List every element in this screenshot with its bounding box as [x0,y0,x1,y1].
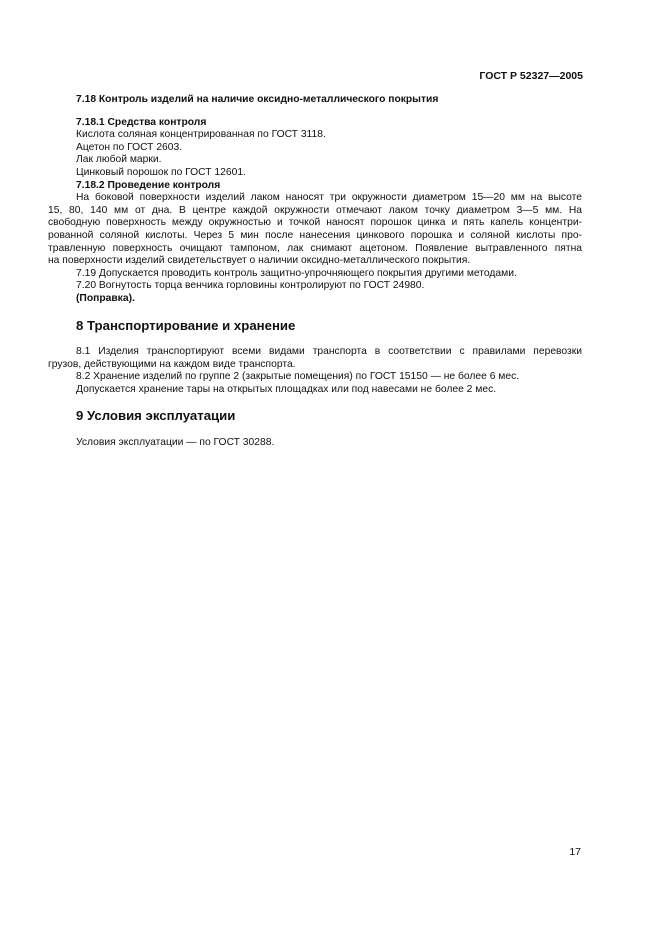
list-item: Лак любой марки. [76,154,162,166]
list-item: Цинковый порошок по ГОСТ 12601. [76,166,246,178]
page-content [48,94,582,450]
paragraph-line: Условия эксплуатации — по ГОСТ 30288. [76,437,275,449]
section-7-18-heading: 7.18 Контроль изделий на наличие оксидно-металлического покрытия [76,94,439,105]
paragraph-line: свободную поверхность между окружностью и точкой наносят порошок цинка и пять капель концентри- [48,217,582,229]
list-item: Кислота соляная концентрированная по ГОСТ 3118. [76,129,326,141]
paragraph-line: травленную поверхность очищают тампоном, лак снимают ацетоном. Появление вытравленного пятна [48,242,582,254]
clause-8-2: 8.2 Хранение изделий по группе 2 (закрытые помещения) по ГОСТ 15150 — не более 6 мес. [76,371,520,383]
paragraph-line: грузов, действующими на каждом виде транспорта. [48,358,296,370]
document-code: ГОСТ Р 52327—2005 [479,70,583,82]
section-8-heading: 8 Транспортирование и хранение [76,317,296,333]
subsection-7-18-1-heading: 7.18.1 Средства контроля [76,116,207,128]
subsection-7-18-2-heading: 7.18.2 Проведение контроля [76,179,221,191]
page-number: 17 [569,846,581,858]
paragraph-line: рованной соляной кислоты. Через 5 мин после нанесения цинкового порошка и соляной кислоты про- [48,229,582,241]
paragraph-line: 8.1 Изделия транспортируют всеми видами транспорта в соответствии с правилами перевозки [76,346,582,358]
paragraph-line: На боковой поверхности изделий лаком наносят три окружности диаметром 15—20 мм на высоте [76,192,582,204]
clause-7-20: 7.20 Вогнутость торца венчика горловины контролируют по ГОСТ 24980. [76,280,425,292]
paragraph-line: Допускается хранение тары на открытых площадках или под навесами не более 2 мес. [76,383,497,395]
paragraph-line: на поверхности изделий свидетельствует о наличии оксидно-металлического покрытия. [48,255,471,267]
amendment-note: (Поправка). [76,292,135,304]
list-item: Ацетон по ГОСТ 2603. [76,141,183,153]
section-9-heading: 9 Условия эксплуатации [76,408,236,424]
clause-7-19: 7.19 Допускается проводить контроль защитно-упрочняющего покрытия другими методами. [76,267,517,279]
paragraph-line: 15, 80, 140 мм от дна. В центре каждой окружности отмечают лаком точку диаметром 3—5 мм. На [48,204,582,216]
